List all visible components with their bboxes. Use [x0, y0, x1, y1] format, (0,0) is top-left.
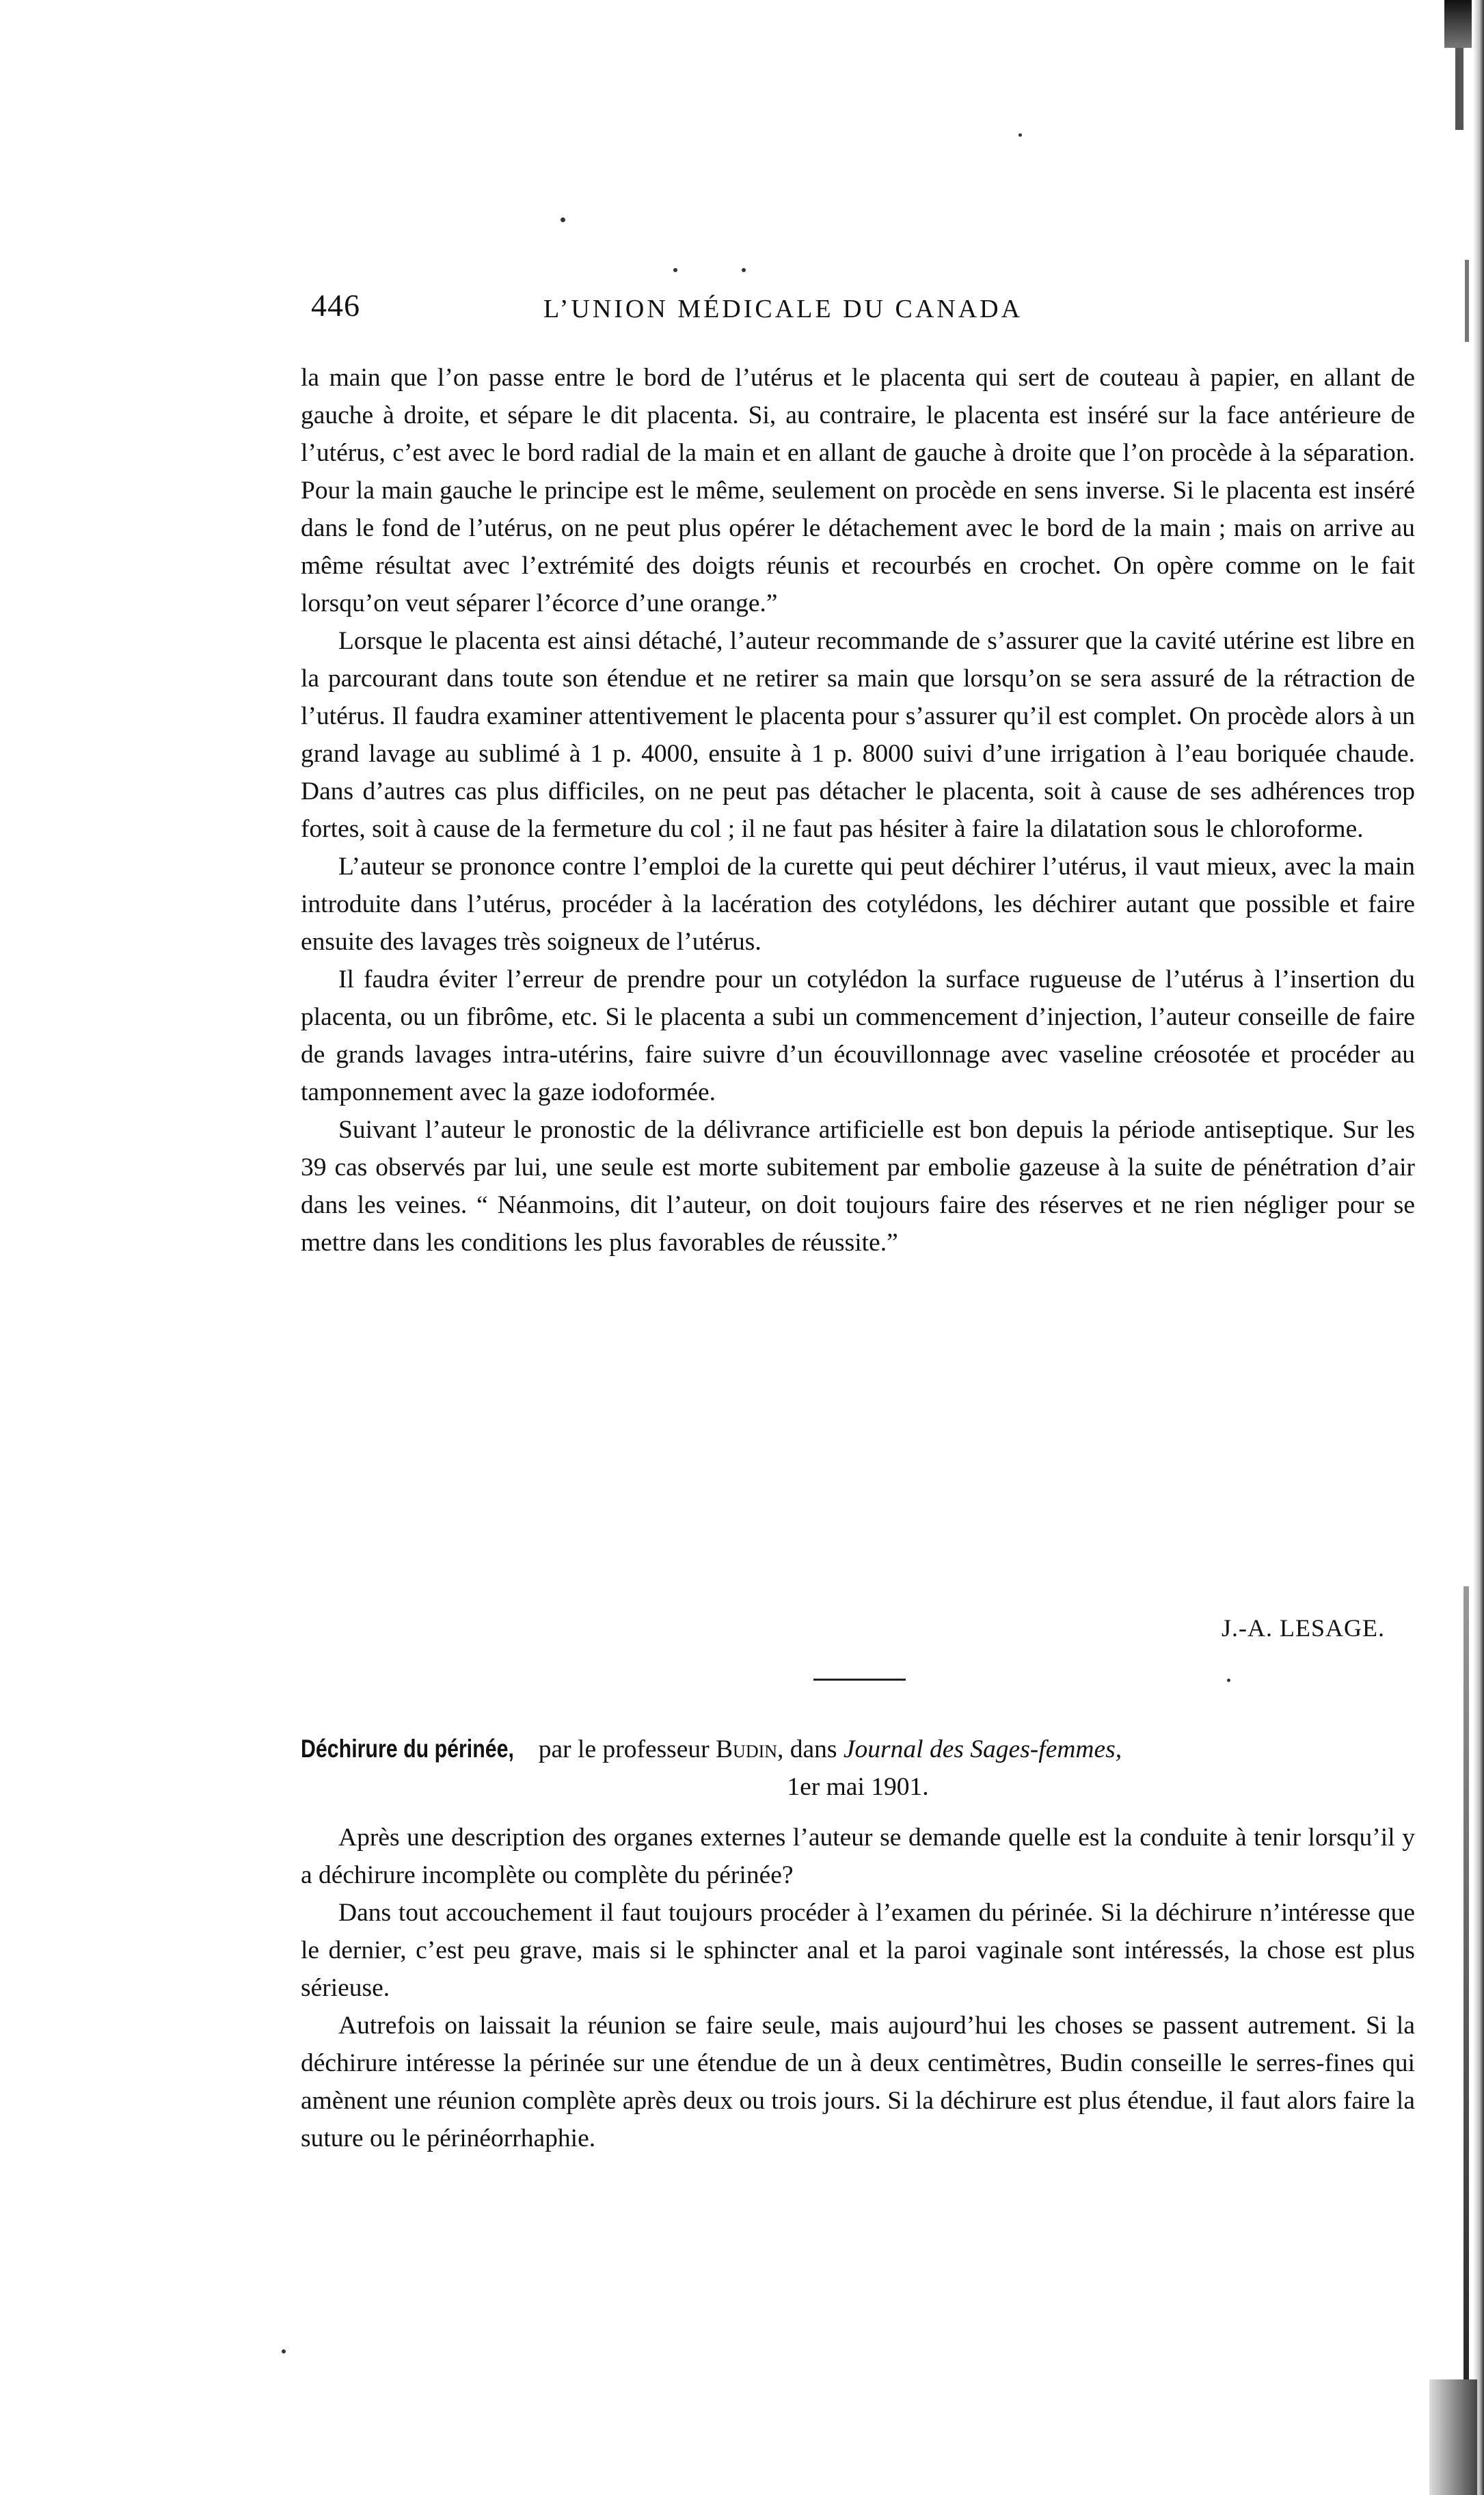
journal-name: Journal des Sages-femmes,	[843, 1735, 1122, 1763]
paragraph: Suivant l’auteur le pronostic de la délivrance artificielle est bon depuis la période antiseptique. Sur les 39 cas observés par lui, une seule est morte subitement par embolie gazeuse à la suite de pénétration d’air dans les veines. “ Néanmoins, dit l’auteur, on doit toujours faire des réserves et ne rien négliger pour se mettre dans les conditions les plus favorables de réussite.”	[301, 1116, 1415, 1257]
running-title: L’UNION MÉDICALE DU CANADA	[543, 295, 1023, 323]
paragraph: Il faudra éviter l’erreur de prendre pour un cotylédon la surface rugueuse de l’utérus à l’insertion du placenta, ou un fibrôme, etc. Si le placenta a subi un commencement d’injection, l’auteur conseille de faire de grands lavages intra-utérins, faire suivre d’un écouvillonnage avec vaseline créosotée et procéder au tamponnement avec la gaze iodoformée.	[301, 965, 1415, 1106]
scan-speck	[282, 2349, 286, 2353]
article-intro: par le professeur	[532, 1735, 716, 1763]
scan-mark	[1463, 1586, 1469, 2407]
scan-mark	[1429, 2379, 1477, 2495]
paragraph: Lorsque le placenta est ainsi détaché, l’auteur recommande de s’assurer que la cavité utérine est libre en la parcourant dans toute son étendue et ne retirer sa main que lorsqu’on se sera assuré de la rétraction de l’utérus. Il faudra examiner attentivement le placenta pour s’assurer qu’il est complet. On procède alors à un grand lavage au sublimé à 1 p. 4000, ensuite à 1 p. 8000 suivi d’une irrigation à l’eau boriquée chaude. Dans d’autres cas plus difficiles, on ne peut pas détacher le placenta, soit à cause de ses adhérences trop fortes, soit à cause de la fermeture du col ; il ne faut pas hésiter à faire la dilatation sous le chloroforme.	[301, 627, 1415, 843]
article-heading	[301, 1730, 1415, 1806]
scan-mark	[1455, 48, 1463, 130]
page-number: 446	[311, 288, 360, 323]
scan-speck	[1018, 133, 1022, 137]
paragraph: la main que l’on passe entre le bord de l’utérus et le placenta qui sert de couteau à papier, en allant de gauche à droite, et sépare le dit placenta. Si, au contraire, le placenta est inséré sur la face antérieure de l’utérus, c’est avec le bord radial de la main et en allant de gauche à droite que l’on procède à la séparation. Pour la main gauche le principe est le même, seulement on procède en sens inverse. Si le placenta est inséré dans le fond de l’utérus, on ne peut plus opérer le détachement avec le bord de la main ; mais on arrive au même résultat avec l’extrémité des doigts réunis et recourbés en crochet. On opère comme on le fait lorsqu’on veut séparer l’écorce d’une orange.”	[301, 364, 1415, 617]
paragraph: Dans tout accouchement il faut toujours procéder à l’examen du périnée. Si la déchirure n’intéresse que le dernier, c’est peu grave, mais si le sphincter anal et la paroi vaginale sont intéressés, la chose est plus sérieuse.	[301, 1899, 1415, 2002]
scan-mark	[1465, 260, 1469, 342]
page-edge-shadow	[1473, 0, 1484, 2495]
publication-date: 1er mai 1901.	[787, 1773, 929, 1801]
article-author: Budin,	[716, 1735, 784, 1763]
scan-speck	[673, 268, 677, 272]
paragraph: Après une description des organes externes l’auteur se demande quelle est la conduite à tenir lorsqu’il y a déchirure incomplète ou complète du périnée?	[301, 1824, 1415, 1889]
paragraph: Autrefois on laissait la réunion se faire seule, mais aujourd’hui les choses se passent autrement. Si la déchirure intéresse la périnée sur une étendue de un à deux centimètres, Budin conseille le serres-fines qui amènent une réunion complète après deux ou trois jours. Si la déchirure est plus étendue, il faut alors faire la suture ou le périnéorrhaphie.	[301, 2012, 1415, 2152]
author-signature: J.-A. LESAGE.	[1222, 1614, 1385, 1642]
scan-speck	[561, 217, 565, 222]
article-title: Déchirure du périnée,	[301, 1735, 514, 1763]
second-article-body	[301, 1819, 1415, 2157]
section-divider	[813, 1679, 906, 1681]
paragraph: L’auteur se prononce contre l’emploi de la curette qui peut déchirer l’utérus, il vaut mieux, avec la main introduite dans l’utérus, procéder à la lacération des cotylédons, les déchirer autant que possible et faire ensuite des lavages très soigneux de l’utérus.	[301, 853, 1415, 956]
scan-speck	[1227, 1679, 1230, 1682]
page-header	[311, 287, 1159, 335]
main-article-body	[301, 359, 1415, 1262]
scan-speck	[742, 268, 746, 272]
scan-mark	[1444, 0, 1472, 48]
article-dans: dans	[783, 1735, 844, 1763]
